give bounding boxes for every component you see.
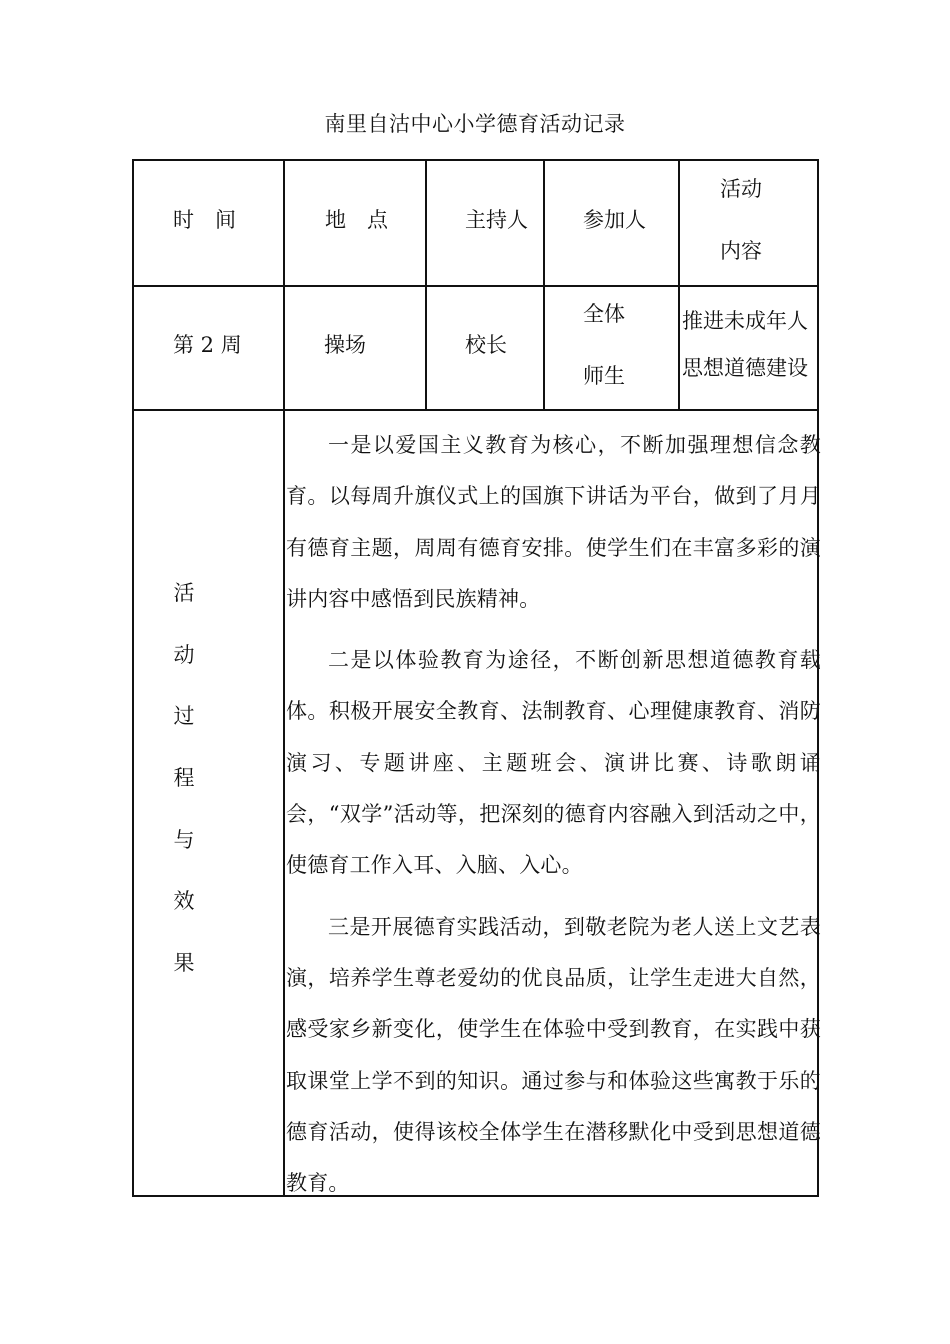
process-label-char: 动	[173, 642, 195, 667]
process-label-char: 与	[173, 827, 195, 852]
process-content	[286, 420, 821, 1219]
header-content-line1: 活动	[720, 177, 762, 201]
header-participants: 参加人	[583, 208, 646, 232]
table-border-left	[132, 159, 134, 1197]
process-label-char: 过	[173, 704, 195, 729]
process-label	[172, 575, 196, 1007]
row-divider-1	[132, 285, 819, 287]
process-label-char: 果	[173, 951, 195, 976]
col-divider-2	[425, 159, 427, 411]
row-content-line1: 推进未成年人	[682, 309, 808, 333]
header-content-line2: 内容	[720, 239, 762, 263]
row-divider-2	[132, 409, 819, 411]
process-paragraph-1: 一是以爱国主义教育为核心，不断加强理想信念教育。以每周升旗仪式上的国旗下讲话为平台，做到了月月有德育主题，周周有德育安排。使学生们在丰富多彩的演讲内容中感悟到民族精神。	[286, 433, 821, 611]
process-label-char: 程	[173, 766, 195, 791]
header-place: 地 点	[325, 208, 388, 232]
process-paragraph-2: 二是以体验教育为途径，不断创新思想道德教育载体。积极开展安全教育、法制教育、心理健康教育、消防演习、专题讲座、主题班会、演讲比赛、诗歌朗诵会，“双学”活动等，把深刻的德育内容融入到活动之中，使德育工作入耳、入脑、入心。	[286, 648, 821, 878]
header-time: 时 间	[173, 208, 236, 232]
table-border-top	[132, 159, 819, 161]
process-label-char: 活	[173, 581, 195, 605]
document-title: 南里自沽中心小学德育活动记录	[324, 112, 626, 136]
header-host: 主持人	[465, 208, 528, 232]
row-content-line2: 思想道德建设	[682, 356, 808, 380]
process-label-char: 效	[173, 889, 195, 914]
col-divider-4	[678, 159, 680, 411]
row-participants-line2: 师生	[583, 364, 625, 388]
col-divider-3	[543, 159, 545, 411]
row-host: 校长	[465, 333, 507, 357]
process-paragraph-3: 三是开展德育实践活动，到敬老院为老人送上文艺表演，培养学生尊老爱幼的优良品质，让学生走进大自然，感受家乡新变化，使学生在体验中受到教育，在实践中获取课堂上学不到的知识。通过参与和体验这些寓教于乐的德育活动，使得该校全体学生在潜移默化中受到思想道德教育。	[286, 914, 821, 1196]
col-divider-1	[283, 159, 285, 1197]
row-participants-line1: 全体	[583, 302, 625, 326]
row-place: 操场	[324, 333, 366, 357]
row-time: 第 2 周	[173, 333, 242, 357]
